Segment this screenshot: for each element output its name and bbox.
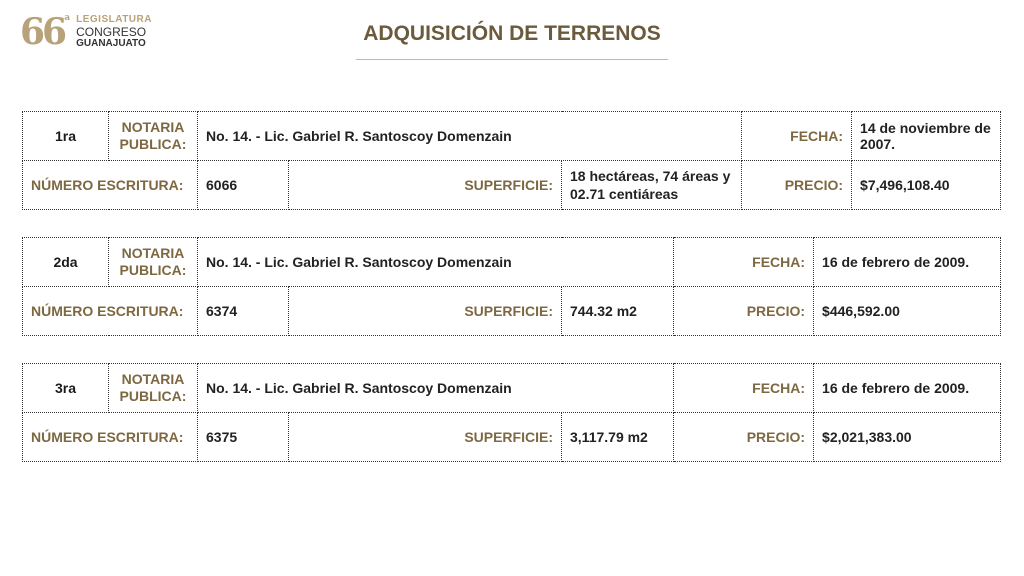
numero-escritura-label: NÚMERO ESCRITURA: [23, 413, 198, 462]
acquisition-record-2 [22, 237, 1001, 336]
precio-value: $446,592.00 [814, 287, 1001, 336]
notaria-value: No. 14. - Lic. Gabriel R. Santoscoy Domenzain [198, 364, 674, 413]
fecha-label: FECHA: [674, 364, 814, 413]
fecha-value: 16 de febrero de 2009. [814, 238, 1001, 287]
notaria-value: No. 14. - Lic. Gabriel R. Santoscoy Domenzain [198, 238, 674, 287]
numero-escritura-value: 6066 [198, 161, 289, 210]
logo-line-guanajuato: GUANAJUATO [76, 38, 146, 49]
superficie-label: SUPERFICIE: [289, 413, 562, 462]
notaria-label: NOTARIA PUBLICA: [109, 364, 198, 413]
fecha-label: FECHA: [674, 238, 814, 287]
numero-escritura-value: 6374 [198, 287, 289, 336]
logo-number: 66 a [20, 11, 71, 53]
logo-line-legislatura: LEGISLATURA [76, 14, 152, 25]
precio-label: PRECIO: [742, 161, 852, 210]
page-title: ADQUISICIÓN DE TERRENOS [363, 22, 661, 45]
notaria-value: No. 14. - Lic. Gabriel R. Santoscoy Domenzain [198, 112, 742, 161]
superficie-label: SUPERFICIE: [289, 161, 562, 210]
precio-label: PRECIO: [674, 413, 814, 462]
superficie-value: 3,117.79 m2 [562, 413, 674, 462]
record-ordinal: 3ra [23, 364, 109, 413]
precio-value: $7,496,108.40 [852, 161, 1001, 210]
numero-escritura-label: NÚMERO ESCRITURA: [23, 287, 198, 336]
superficie-label: SUPERFICIE: [289, 287, 562, 336]
numero-escritura-label: NÚMERO ESCRITURA: [23, 161, 198, 210]
fecha-value: 16 de febrero de 2009. [814, 364, 1001, 413]
notaria-label: NOTARIA PUBLICA: [109, 238, 198, 287]
record-ordinal: 1ra [23, 112, 109, 161]
notaria-label: NOTARIA PUBLICA: [109, 112, 198, 161]
precio-value: $2,021,383.00 [814, 413, 1001, 462]
logo-line-congreso: CONGRESO [76, 25, 147, 39]
fecha-label: FECHA: [742, 112, 852, 161]
title-divider [356, 59, 668, 60]
precio-label: PRECIO: [674, 287, 814, 336]
superficie-value: 744.32 m2 [562, 287, 674, 336]
record-ordinal: 2da [23, 238, 109, 287]
fecha-value: 14 de noviembre de 2007. [852, 112, 1001, 161]
acquisition-record-3 [22, 363, 1001, 462]
numero-escritura-value: 6375 [198, 413, 289, 462]
superficie-value: 18 hectáreas, 74 áreas y 02.71 centiáreas [562, 161, 742, 210]
acquisition-record-1 [22, 111, 1001, 210]
